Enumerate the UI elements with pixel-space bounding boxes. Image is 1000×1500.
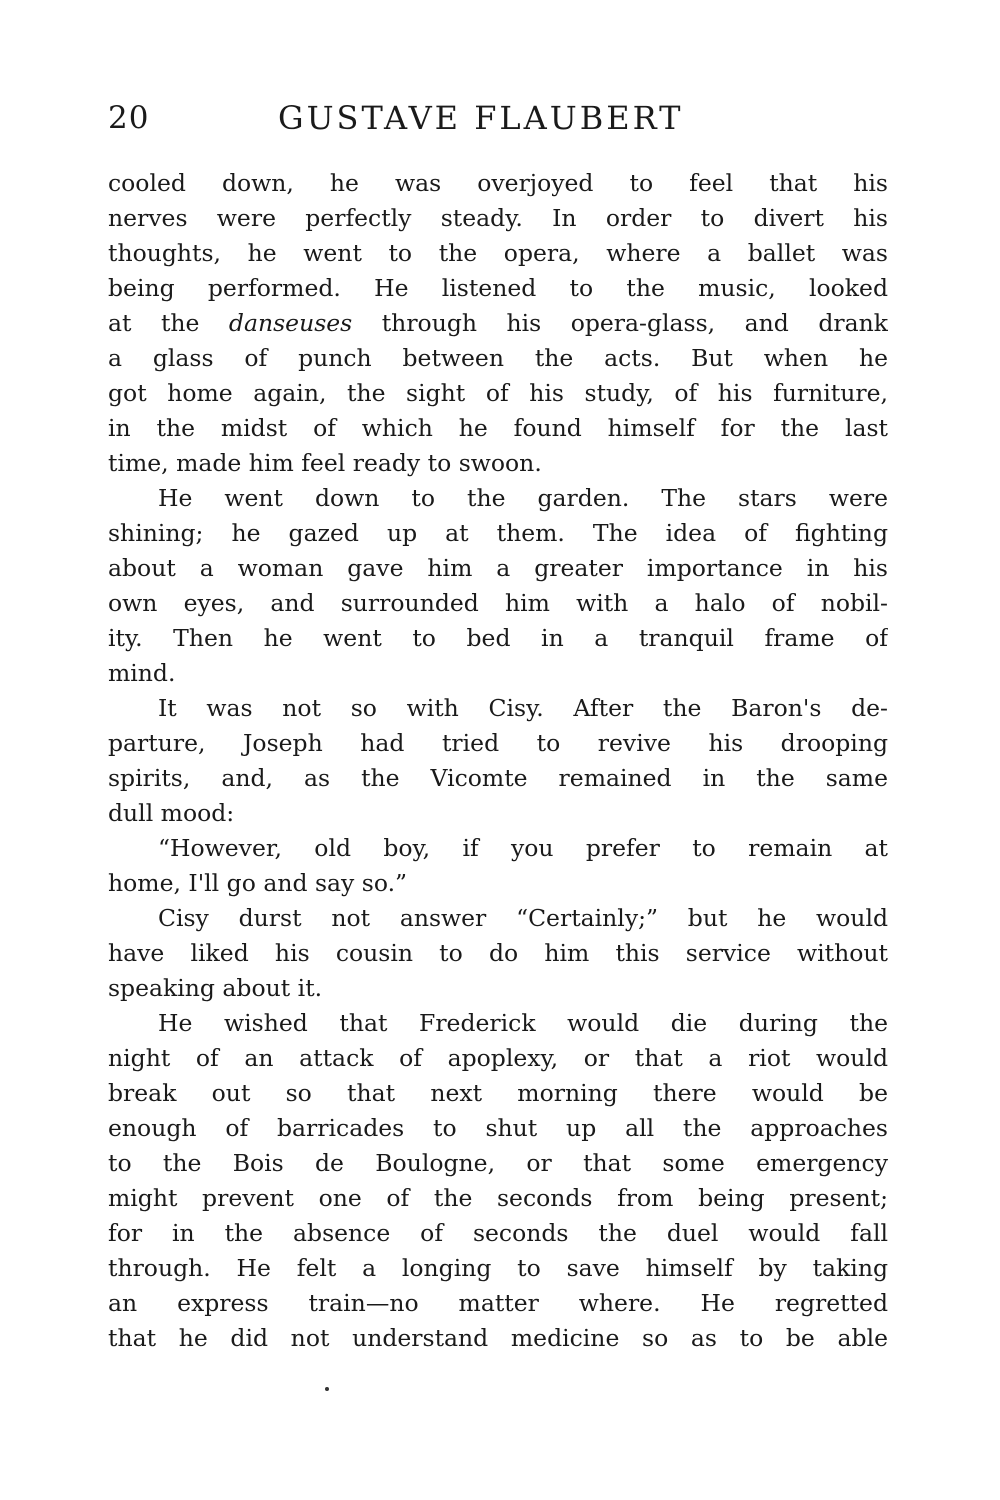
text-line: parture, Joseph had tried to revive his drooping [108,729,888,757]
text-fragment: at the [108,309,229,337]
text-line: night of an attack of apoplexy, or that a riot would [108,1044,888,1072]
page-header [108,96,888,140]
text-line: dull mood: [108,799,235,827]
text-line: an express train—no matter where. He regretted [108,1289,888,1317]
text-line: mind. [108,659,176,687]
text-line: own eyes, and surrounded him with a halo of nobil- [108,589,888,617]
text-line: through. He felt a longing to save himself by taking [108,1254,888,1282]
text-line: in the midst of which he found himself for the last [108,414,888,442]
text-line: time, made him feel ready to swoon. [108,449,542,477]
running-head: GUSTAVE FLAUBERT [278,99,684,137]
text-line: that he did not understand medicine so as to be able [108,1324,888,1352]
text-line: break out so that next morning there would be [108,1079,888,1107]
print-speck [325,1387,329,1391]
text-line [108,306,888,341]
text-line: It was not so with Cisy. After the Baron's de- [158,694,888,722]
text-line: to the Bois de Boulogne, or that some emergency [108,1149,888,1177]
text-line: thoughts, he went to the opera, where a ballet was [108,239,888,267]
text-line: “However, old boy, if you prefer to remain at [158,834,888,862]
text-line: enough of barricades to shut up all the approaches [108,1114,888,1142]
text-line: ity. Then he went to bed in a tranquil frame of [108,624,888,652]
page-number: 20 [108,100,150,136]
text-line: spirits, and, as the Vicomte remained in the same [108,764,888,792]
italic-word: danseuses [228,309,353,337]
text-line: might prevent one of the seconds from being present; [108,1184,888,1212]
text-line: speaking about it. [108,974,323,1002]
text-line: He went down to the garden. The stars were [158,484,888,512]
text-line: about a woman gave him a greater importance in his [108,554,888,582]
body-text [108,166,888,1356]
text-fragment: through his opera-glass, and drank [352,309,888,337]
text-line: have liked his cousin to do him this service without [108,939,888,967]
text-line: shining; he gazed up at them. The idea of fighting [108,519,888,547]
text-line: Cisy durst not answer “Certainly;” but he would [158,904,888,932]
text-line: nerves were perfectly steady. In order to divert his [108,204,888,232]
text-line: cooled down, he was overjoyed to feel that his [108,169,888,197]
text-line: a glass of punch between the acts. But when he [108,344,888,372]
text-line: being performed. He listened to the music, looked [108,274,888,302]
text-line: home, I'll go and say so.” [108,869,408,897]
text-line: got home again, the sight of his study, of his furniture, [108,379,888,407]
text-line: for in the absence of seconds the duel would fall [108,1219,888,1247]
text-line: He wished that Frederick would die during the [158,1009,888,1037]
